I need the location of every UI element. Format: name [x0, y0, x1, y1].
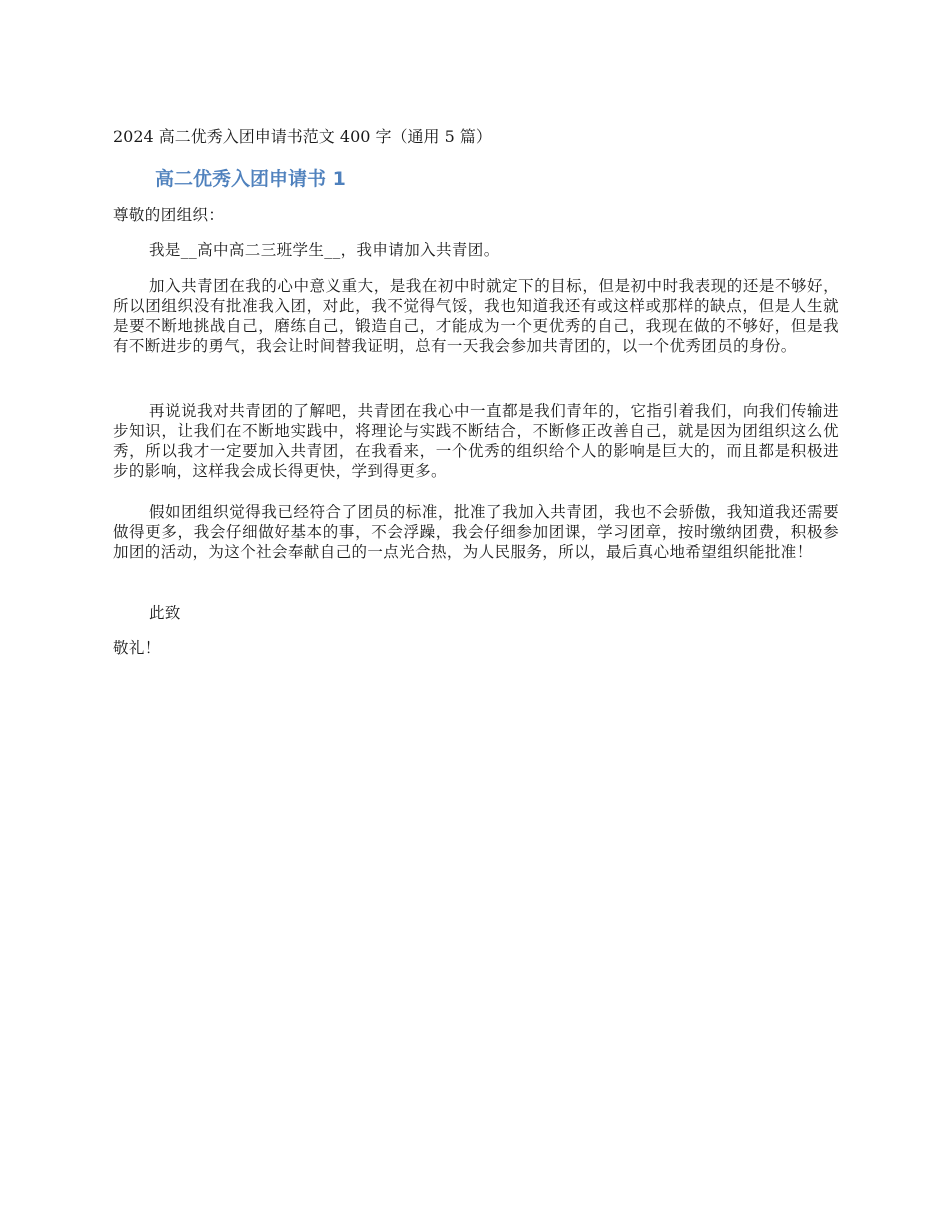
body-paragraph: 加入共青团在我的心中意义重大，是我在初中时就定下的目标，但是初中时我表现的还是不够好，所以团组织没有批准我入团，对此，我不觉得气馁，我也知道我还有或这样或那样的缺点，但是人生就是要不断地挑战自己，磨练自己，锻造自己，才能成为一个更优秀的自己，我现在做的不够好，但是我有不断进步的勇气，我会让时间替我证明，总有一天我会参加共青团的，以一个优秀团员的身份。 — [113, 277, 839, 355]
closing-line: 此致 — [149, 604, 181, 622]
regards-line: 敬礼！ — [113, 639, 161, 657]
body-paragraph: 再说说我对共青团的了解吧，共青团在我心中一直都是我们青年的，它指引着我们，向我们传输进步知识，让我们在不断地实践中，将理论与实践不断结合，不断修正改善自己，就是因为团组织这么优秀，所以我才一定要加入共青团，在我看来，一个优秀的组织给个人的影响是巨大的，而且都是积极进步的影响，这样我会成长得更快，学到得更多。 — [113, 402, 839, 480]
document-title: 2024 高二优秀入团申请书范文 400 字（通用 5 篇） — [113, 127, 492, 146]
intro-paragraph: 我是__高中高二三班学生__，我申请加入共青团。 — [149, 241, 500, 259]
section-heading: 高二优秀入团申请书 1 — [155, 168, 346, 190]
salutation: 尊敬的团组织： — [113, 206, 225, 224]
body-paragraph: 假如团组织觉得我已经符合了团员的标准，批准了我加入共青团，我也不会骄傲，我知道我还需要做得更多，我会仔细做好基本的事，不会浮躁，我会仔细参加团课，学习团章，按时缴纳团费，积极参加团的活动，为这个社会奉献自己的一点光合热，为人民服务，所以，最后真心地希望组织能批准！ — [113, 503, 839, 561]
